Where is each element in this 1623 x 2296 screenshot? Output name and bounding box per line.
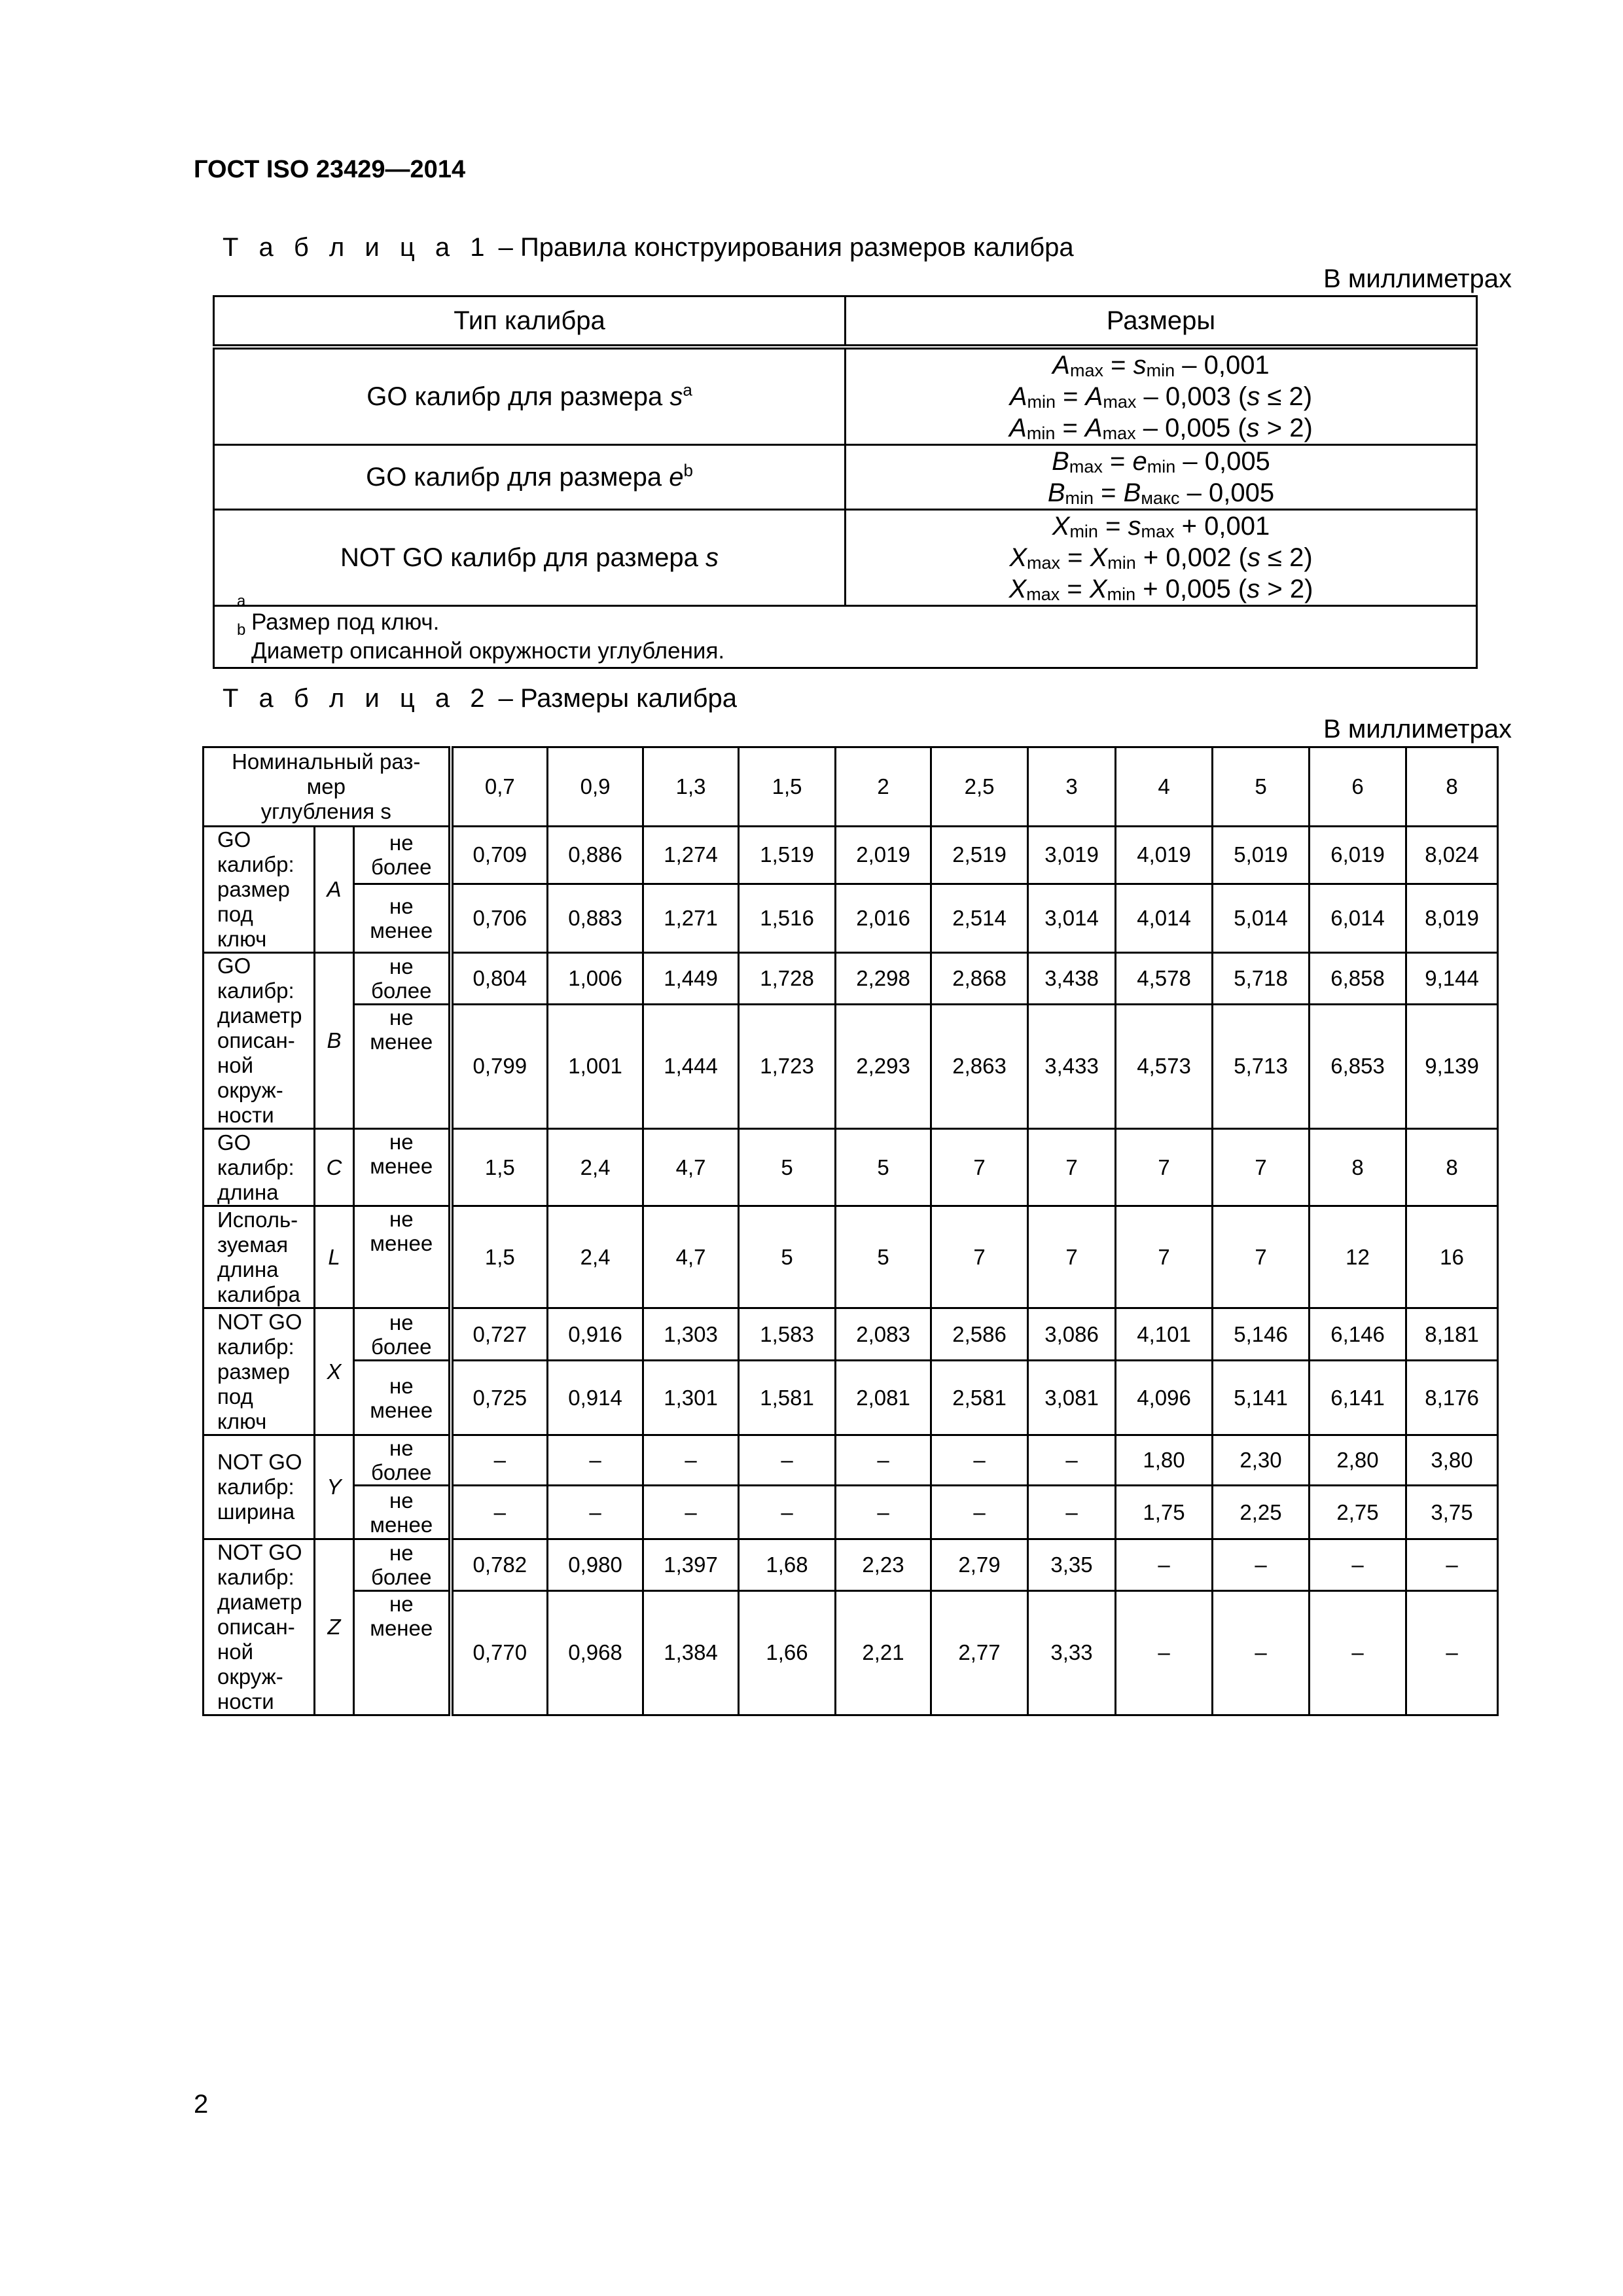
value-cell: – <box>1213 1590 1310 1715</box>
value-cell: 1,66 <box>739 1590 836 1715</box>
table2-units: В миллиметрах <box>1323 715 1512 744</box>
table1-formulas <box>846 510 1477 606</box>
value-cell: 0,725 <box>451 1361 548 1435</box>
table2-caption <box>223 684 737 713</box>
gauge-label <box>204 1129 315 1206</box>
cell-line: Исполь- <box>217 1207 298 1232</box>
gauge-type-variable: e <box>669 463 684 492</box>
footnote-marker: a <box>683 380 692 400</box>
cell-line: под <box>217 902 253 926</box>
cell-line: калибра <box>217 1282 300 1306</box>
cell-line: ширина <box>217 1499 295 1524</box>
limit-label <box>354 827 451 884</box>
formula: $X_{min} = s_{max} + 0,001$ <box>1052 512 1270 541</box>
table1-row <box>214 510 1477 606</box>
value-cell: 1,723 <box>739 1004 836 1128</box>
size-column-header: 1,5 <box>739 747 836 827</box>
value-cell: 2,586 <box>931 1308 1028 1361</box>
size-column-header: 6 <box>1310 747 1406 827</box>
value-cell: 2,4 <box>548 1129 643 1206</box>
size-column-header: 0,7 <box>451 747 548 827</box>
value-cell: 2,23 <box>836 1539 931 1591</box>
value-cell: 3,433 <box>1028 1004 1116 1128</box>
value-cell: 5,019 <box>1213 827 1310 884</box>
cell-line: ной <box>217 1053 254 1077</box>
footnote-text: Диаметр описанной окружности углубления. <box>251 638 725 664</box>
value-cell: – <box>739 1486 836 1539</box>
cell-line: менее <box>370 1615 433 1640</box>
footnote-marker: b <box>683 460 693 480</box>
table2-caption-word: Т а б л и ц а 2 <box>223 684 491 713</box>
cell-line: ключ <box>217 927 267 951</box>
value-cell: – <box>548 1435 643 1486</box>
limit-label <box>354 1539 451 1591</box>
value-cell: 3,438 <box>1028 953 1116 1005</box>
cell-line: калибр: <box>217 1155 294 1179</box>
footnote: a Размер под ключ. <box>237 592 440 635</box>
value-cell: 1,303 <box>643 1308 739 1361</box>
cell-line: не <box>389 1591 414 1616</box>
gauge-symbol: X <box>315 1308 354 1435</box>
cell-line: более <box>371 1334 432 1359</box>
gauge-symbol: Z <box>315 1539 354 1715</box>
value-cell: 1,80 <box>1116 1435 1213 1486</box>
value-cell: 2,083 <box>836 1308 931 1361</box>
formula: $B_{max} = e_{min} - 0,005$ <box>1052 447 1270 476</box>
cell-line: мер <box>306 774 346 798</box>
limit-label <box>354 1361 451 1435</box>
value-cell: 8,181 <box>1406 1308 1498 1361</box>
value-cell: – <box>836 1486 931 1539</box>
value-cell: 5 <box>836 1206 931 1308</box>
value-cell: 7 <box>931 1129 1028 1206</box>
value-cell: 5 <box>739 1206 836 1308</box>
value-cell: – <box>1406 1539 1498 1591</box>
cell-line: более <box>371 1460 432 1484</box>
cell-line: длина <box>217 1179 279 1204</box>
table-row <box>204 1206 1498 1308</box>
gauge-type-variable: s <box>669 382 683 411</box>
size-column-header: 1,3 <box>643 747 739 827</box>
table-row <box>204 1435 1498 1486</box>
limit-label <box>354 884 451 952</box>
gauge-label <box>204 1539 315 1715</box>
value-cell: 4,578 <box>1116 953 1213 1005</box>
table1-units: В миллиметрах <box>1323 264 1512 293</box>
value-cell: 1,68 <box>739 1539 836 1591</box>
limit-label <box>354 1129 451 1206</box>
gauge-symbol: Y <box>315 1435 354 1539</box>
value-cell: – <box>1213 1539 1310 1591</box>
value-cell: 2,298 <box>836 953 931 1005</box>
value-cell: – <box>739 1435 836 1486</box>
value-cell: 3,80 <box>1406 1435 1498 1486</box>
value-cell: 8 <box>1406 1129 1498 1206</box>
cell-line: менее <box>370 918 433 942</box>
value-cell: 4,019 <box>1116 827 1213 884</box>
value-cell: 5,146 <box>1213 1308 1310 1361</box>
value-cell: – <box>1310 1590 1406 1715</box>
value-cell: 16 <box>1406 1206 1498 1308</box>
cell-line: диаметр <box>217 1003 302 1028</box>
value-cell: 7 <box>1213 1129 1310 1206</box>
gauge-label <box>204 827 315 953</box>
table1-row <box>214 445 1477 510</box>
value-cell: 1,583 <box>739 1308 836 1361</box>
value-cell: 6,141 <box>1310 1361 1406 1435</box>
table1-footnotes-row <box>214 606 1477 668</box>
value-cell: – <box>1116 1590 1213 1715</box>
value-cell: 0,980 <box>548 1539 643 1591</box>
value-cell: 2,019 <box>836 827 931 884</box>
cell-line: ключ <box>217 1408 267 1433</box>
value-cell: 3,081 <box>1028 1361 1116 1435</box>
table-row <box>204 1361 1498 1435</box>
value-cell: 1,271 <box>643 884 739 952</box>
gauge-type-text: GO калибр для размера <box>366 463 669 492</box>
value-cell: 1,516 <box>739 884 836 952</box>
value-cell: 1,384 <box>643 1590 739 1715</box>
table-row <box>204 1129 1498 1206</box>
size-column-header: 2 <box>836 747 931 827</box>
gauge-symbol: A <box>315 827 354 953</box>
size-column-header: 4 <box>1116 747 1213 827</box>
gauge-label <box>204 1308 315 1435</box>
value-cell: 0,709 <box>451 827 548 884</box>
table-row <box>204 1004 1498 1128</box>
cell-line: ности <box>217 1689 274 1713</box>
cell-line: не <box>389 1005 414 1030</box>
value-cell: 1,006 <box>548 953 643 1005</box>
limit-label <box>354 1206 451 1308</box>
value-cell: – <box>1028 1486 1116 1539</box>
value-cell: 5,713 <box>1213 1004 1310 1128</box>
table-row <box>204 1486 1498 1539</box>
value-cell: 1,581 <box>739 1361 836 1435</box>
value-cell: 3,33 <box>1028 1590 1116 1715</box>
limit-label <box>354 1308 451 1361</box>
value-cell: – <box>836 1435 931 1486</box>
nominal-size-label <box>204 747 451 827</box>
table2-header-row <box>204 747 1498 827</box>
cell-line: более <box>371 1564 432 1589</box>
value-cell: 9,139 <box>1406 1004 1498 1128</box>
value-cell: 1,5 <box>451 1206 548 1308</box>
cell-line: менее <box>370 1231 433 1255</box>
value-cell: 2,30 <box>1213 1435 1310 1486</box>
table1-header-sizes: Размеры <box>846 296 1477 348</box>
size-column-header: 5 <box>1213 747 1310 827</box>
value-cell: 1,449 <box>643 953 739 1005</box>
cell-line: менее <box>370 1512 433 1537</box>
value-cell: 2,514 <box>931 884 1028 952</box>
cell-line: менее <box>370 1154 433 1178</box>
value-cell: 2,868 <box>931 953 1028 1005</box>
table1-row <box>214 347 1477 445</box>
value-cell: 7 <box>931 1206 1028 1308</box>
page-number: 2 <box>194 2090 209 2119</box>
value-cell: 6,014 <box>1310 884 1406 952</box>
value-cell: 5,014 <box>1213 884 1310 952</box>
value-cell: 3,086 <box>1028 1308 1116 1361</box>
value-cell: 0,727 <box>451 1308 548 1361</box>
value-cell: 1,444 <box>643 1004 739 1128</box>
cell-line: не <box>389 1310 414 1335</box>
value-cell: – <box>1406 1590 1498 1715</box>
cell-line: размер <box>217 877 290 901</box>
value-cell: – <box>931 1486 1028 1539</box>
cell-line: ности <box>217 1103 274 1127</box>
cell-line: зуемая <box>217 1232 289 1257</box>
value-cell: 1,397 <box>643 1539 739 1591</box>
cell-line: описан- <box>217 1028 295 1052</box>
cell-line: не <box>389 831 414 855</box>
formula: $A_{max} = s_{min} - 0,001$ <box>1052 351 1270 380</box>
value-cell: 9,144 <box>1406 953 1498 1005</box>
cell-line: не <box>389 1207 414 1231</box>
value-cell: – <box>1310 1539 1406 1591</box>
cell-line: калибр: <box>217 978 294 1003</box>
value-cell: 12 <box>1310 1206 1406 1308</box>
table1-caption <box>223 233 1074 262</box>
value-cell: 0,886 <box>548 827 643 884</box>
value-cell: 4,573 <box>1116 1004 1213 1128</box>
value-cell: 8 <box>1310 1129 1406 1206</box>
formula: $X_{max} = X_{min} + 0,005$ (s > 2) <box>1008 575 1313 604</box>
table-row <box>204 1539 1498 1591</box>
value-cell: 0,799 <box>451 1004 548 1128</box>
value-cell: 2,80 <box>1310 1435 1406 1486</box>
table1-header-type: Тип калибра <box>214 296 846 348</box>
cell-line: калибр: <box>217 1565 294 1589</box>
cell-line: не <box>389 1130 414 1154</box>
value-cell: 5 <box>836 1129 931 1206</box>
value-cell: – <box>451 1435 548 1486</box>
size-column-header: 8 <box>1406 747 1498 827</box>
value-cell: 2,4 <box>548 1206 643 1308</box>
table1 <box>213 295 1478 669</box>
table1-gauge-type <box>214 445 846 510</box>
value-cell: 7 <box>1116 1129 1213 1206</box>
cell-line: углубления s <box>260 799 391 823</box>
table1-formulas <box>846 347 1477 445</box>
cell-line: ной <box>217 1640 254 1664</box>
value-cell: – <box>451 1486 548 1539</box>
formula: $X_{max} = X_{min} + 0,002$ (s ≤ 2) <box>1009 543 1313 573</box>
cell-line: NOT GO <box>217 1540 302 1564</box>
cell-line: длина <box>217 1257 279 1282</box>
value-cell: 2,016 <box>836 884 931 952</box>
cell-line: калибр: <box>217 852 294 876</box>
value-cell: 0,914 <box>548 1361 643 1435</box>
limit-label <box>354 1486 451 1539</box>
formula: $A_{min} = A_{max} - 0,005$ (s > 2) <box>1009 414 1313 443</box>
cell-line: NOT GO <box>217 1309 302 1334</box>
value-cell: 5 <box>739 1129 836 1206</box>
table-row <box>204 1308 1498 1361</box>
gauge-type-variable: s <box>705 543 719 572</box>
value-cell: 4,7 <box>643 1129 739 1206</box>
value-cell: 2,581 <box>931 1361 1028 1435</box>
value-cell: 7 <box>1028 1206 1116 1308</box>
cell-line: более <box>371 978 432 1003</box>
value-cell: 1,274 <box>643 827 739 884</box>
cell-line: не <box>389 1436 414 1460</box>
value-cell: 0,883 <box>548 884 643 952</box>
value-cell: 7 <box>1028 1129 1116 1206</box>
value-cell: 1,728 <box>739 953 836 1005</box>
cell-line: не <box>389 1488 414 1513</box>
cell-line: калибр: <box>217 1334 294 1359</box>
value-cell: 4,096 <box>1116 1361 1213 1435</box>
value-cell: – <box>1116 1539 1213 1591</box>
gauge-symbol: L <box>315 1206 354 1308</box>
value-cell: 6,146 <box>1310 1308 1406 1361</box>
cell-line: окруж- <box>217 1664 283 1689</box>
table1-caption-text: – Правила конструирования размеров калибра <box>491 233 1074 262</box>
limit-label <box>354 953 451 1005</box>
value-cell: – <box>643 1486 739 1539</box>
value-cell: 2,081 <box>836 1361 931 1435</box>
value-cell: 0,968 <box>548 1590 643 1715</box>
table2-caption-text: – Размеры калибра <box>491 684 737 713</box>
value-cell: 0,916 <box>548 1308 643 1361</box>
value-cell: 4,101 <box>1116 1308 1213 1361</box>
value-cell: 6,853 <box>1310 1004 1406 1128</box>
value-cell: 3,014 <box>1028 884 1116 952</box>
cell-line: Номинальный раз- <box>232 749 421 774</box>
value-cell: 4,014 <box>1116 884 1213 952</box>
cell-line: менее <box>370 1397 433 1422</box>
cell-line: NOT GO <box>217 1450 302 1474</box>
cell-line: менее <box>370 1029 433 1054</box>
value-cell: 2,293 <box>836 1004 931 1128</box>
cell-line: калибр: <box>217 1475 294 1499</box>
value-cell: 2,25 <box>1213 1486 1310 1539</box>
value-cell: 8,176 <box>1406 1361 1498 1435</box>
value-cell: 2,77 <box>931 1590 1028 1715</box>
gauge-symbol: C <box>315 1129 354 1206</box>
value-cell: 3,35 <box>1028 1539 1116 1591</box>
value-cell: 1,75 <box>1116 1486 1213 1539</box>
value-cell: 2,75 <box>1310 1486 1406 1539</box>
formula: $A_{min} = A_{max} - 0,003$ (s ≤ 2) <box>1009 382 1313 412</box>
value-cell: 8,019 <box>1406 884 1498 952</box>
table1-formulas <box>846 445 1477 510</box>
table1-caption-word: Т а б л и ц а 1 <box>223 233 491 262</box>
value-cell: – <box>1028 1435 1116 1486</box>
gauge-type-text: GO калибр для размера <box>366 382 670 411</box>
value-cell: 6,858 <box>1310 953 1406 1005</box>
value-cell: 8,024 <box>1406 827 1498 884</box>
formula: $B_{min} = B_{макс} - 0,005$ <box>1047 478 1275 508</box>
cell-line: не <box>389 893 414 918</box>
value-cell: 1,001 <box>548 1004 643 1128</box>
gauge-label <box>204 1206 315 1308</box>
document-header: ГОСТ ISO 23429—2014 <box>194 156 466 183</box>
value-cell: 1,5 <box>451 1129 548 1206</box>
cell-line: окруж- <box>217 1078 283 1102</box>
value-cell: 5,141 <box>1213 1361 1310 1435</box>
cell-line: GO <box>217 1130 251 1155</box>
value-cell: 0,782 <box>451 1539 548 1591</box>
value-cell: 1,519 <box>739 827 836 884</box>
gauge-label <box>204 953 315 1129</box>
table1-footnotes <box>214 592 1477 668</box>
cell-line: размер <box>217 1359 290 1384</box>
cell-line: не <box>389 1373 414 1398</box>
value-cell: 2,863 <box>931 1004 1028 1128</box>
value-cell: 6,019 <box>1310 827 1406 884</box>
table1-gauge-type <box>214 510 846 606</box>
table2 <box>202 746 1499 1716</box>
value-cell: 2,79 <box>931 1539 1028 1591</box>
cell-line: более <box>371 855 432 880</box>
value-cell: 3,019 <box>1028 827 1116 884</box>
cell-line: не <box>389 1540 414 1565</box>
size-column-header: 2,5 <box>931 747 1028 827</box>
footnote-text: Размер под ключ. <box>251 609 440 635</box>
value-cell: 5,718 <box>1213 953 1310 1005</box>
size-column-header: 0,9 <box>548 747 643 827</box>
value-cell: 0,804 <box>451 953 548 1005</box>
cell-line: под <box>217 1384 253 1408</box>
table-row <box>204 1590 1498 1715</box>
table-row <box>204 884 1498 952</box>
value-cell: 0,770 <box>451 1590 548 1715</box>
cell-line: диаметр <box>217 1590 302 1614</box>
cell-line: GO <box>217 954 251 978</box>
value-cell: – <box>548 1486 643 1539</box>
gauge-label <box>204 1435 315 1539</box>
value-cell: 4,7 <box>643 1206 739 1308</box>
size-column-header: 3 <box>1028 747 1116 827</box>
table1-gauge-type <box>214 347 846 445</box>
value-cell: 2,519 <box>931 827 1028 884</box>
table-row <box>204 953 1498 1005</box>
value-cell: 7 <box>1116 1206 1213 1308</box>
gauge-type-text: NOT GO калибр для размера <box>340 543 705 572</box>
value-cell: 3,75 <box>1406 1486 1498 1539</box>
cell-line: описан- <box>217 1615 295 1639</box>
cell-line: не <box>389 954 414 978</box>
table-row <box>204 827 1498 884</box>
value-cell: 7 <box>1213 1206 1310 1308</box>
limit-label <box>354 1435 451 1486</box>
value-cell: – <box>643 1435 739 1486</box>
value-cell: – <box>931 1435 1028 1486</box>
limit-label <box>354 1004 451 1128</box>
gauge-symbol: B <box>315 953 354 1129</box>
table1-header-row <box>214 296 1477 348</box>
footnote: b Диаметр описанной окружности углубления. <box>237 621 725 664</box>
limit-label <box>354 1590 451 1715</box>
value-cell: 2,21 <box>836 1590 931 1715</box>
value-cell: 1,301 <box>643 1361 739 1435</box>
value-cell: 0,706 <box>451 884 548 952</box>
cell-line: GO <box>217 827 251 852</box>
